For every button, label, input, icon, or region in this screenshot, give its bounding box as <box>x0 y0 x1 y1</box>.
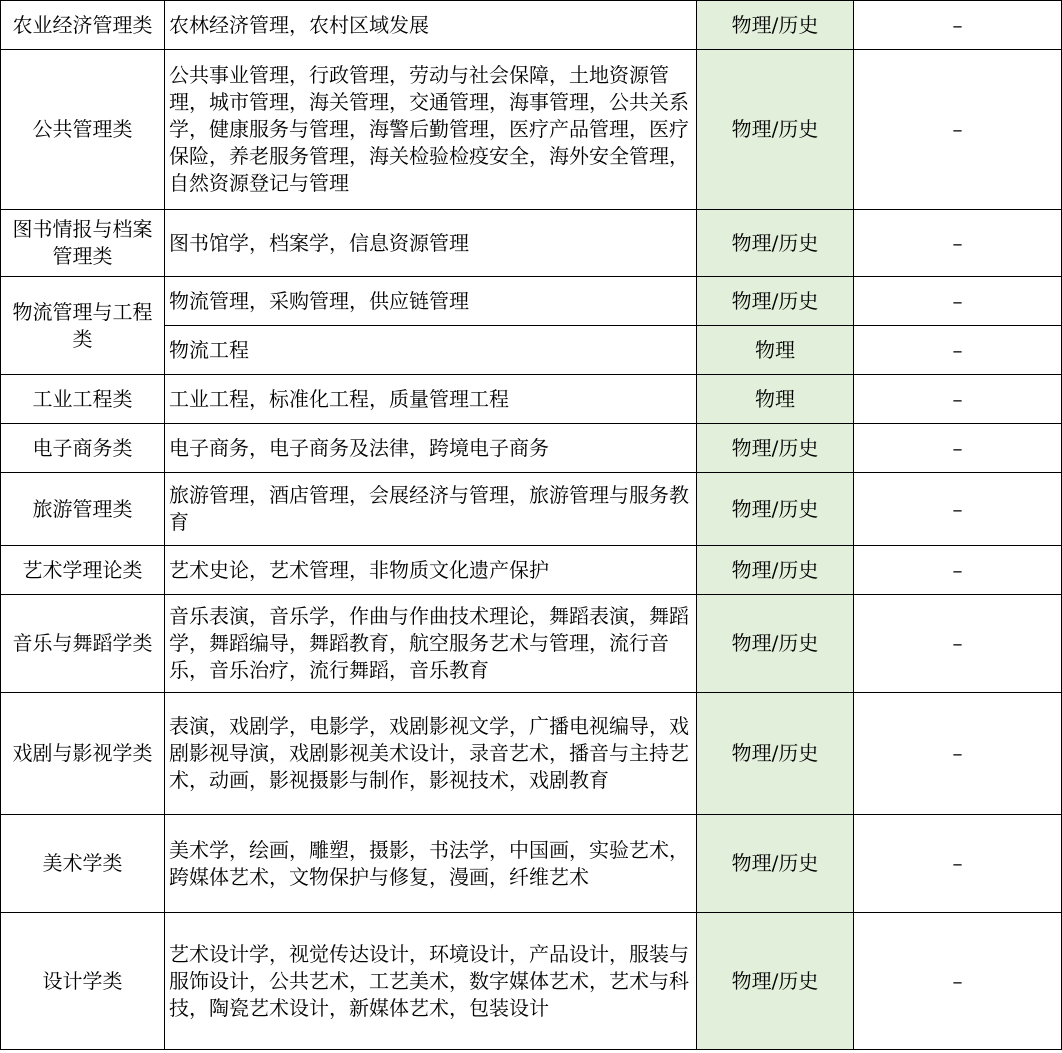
note-cell: – <box>854 326 1062 375</box>
majors-cell: 音乐表演，音乐学，作曲与作曲技术理论，舞蹈表演，舞蹈学，舞蹈编导，舞蹈教育，航空服务艺术与管理，流行音乐，音乐治疗，流行舞蹈，音乐教育 <box>165 595 697 693</box>
note-cell: – <box>854 210 1062 277</box>
subject-cell: 物理/历史 <box>697 210 854 277</box>
note-cell: – <box>854 424 1062 473</box>
category-cell: 旅游管理类 <box>1 473 165 546</box>
majors-cell: 表演，戏剧学，电影学，戏剧影视文学，广播电视编导，戏剧影视导演，戏剧影视美术设计，录音艺术，播音与主持艺术，动画，影视摄影与制作，影视技术，戏剧教育 <box>165 693 697 815</box>
table-row <box>1 913 1062 1050</box>
note-cell: – <box>854 375 1062 424</box>
majors-cell: 艺术设计学，视觉传达设计，环境设计，产品设计，服装与服饰设计，公共艺术，工艺美术，数字媒体艺术，艺术与科技，陶瓷艺术设计，新媒体艺术，包装设计 <box>165 913 697 1050</box>
note-cell: – <box>854 473 1062 546</box>
category-cell: 设计学类 <box>1 913 165 1050</box>
subject-cell: 物理/历史 <box>697 815 854 913</box>
table-row <box>1 546 1062 595</box>
subject-cell: 物理/历史 <box>697 50 854 210</box>
category-cell: 公共管理类 <box>1 50 165 210</box>
subject-cell: 物理/历史 <box>697 546 854 595</box>
note-cell: – <box>854 595 1062 693</box>
table-row <box>1 595 1062 693</box>
majors-cell: 物流管理，采购管理，供应链管理 <box>165 277 697 326</box>
subject-cell: 物理/历史 <box>697 595 854 693</box>
table-row <box>1 210 1062 277</box>
category-cell: 美术学类 <box>1 815 165 913</box>
note-cell: – <box>854 546 1062 595</box>
note-cell: – <box>854 913 1062 1050</box>
subject-cell: 物理/历史 <box>697 913 854 1050</box>
table-row <box>1 473 1062 546</box>
subject-cell: 物理/历史 <box>697 693 854 815</box>
majors-cell: 图书馆学，档案学，信息资源管理 <box>165 210 697 277</box>
note-cell: – <box>854 277 1062 326</box>
majors-cell: 艺术史论，艺术管理，非物质文化遗产保护 <box>165 546 697 595</box>
category-cell: 艺术学理论类 <box>1 546 165 595</box>
majors-cell: 物流工程 <box>165 326 697 375</box>
category-cell: 农业经济管理类 <box>1 1 165 50</box>
majors-cell: 美术学，绘画，雕塑，摄影，书法学，中国画，实验艺术，跨媒体艺术，文物保护与修复，漫画，纤维艺术 <box>165 815 697 913</box>
majors-cell: 电子商务，电子商务及法律，跨境电子商务 <box>165 424 697 473</box>
majors-cell: 工业工程，标准化工程，质量管理工程 <box>165 375 697 424</box>
category-cell: 图书情报与档案管理类 <box>1 210 165 277</box>
subject-cell: 物理 <box>697 375 854 424</box>
majors-cell: 旅游管理，酒店管理，会展经济与管理，旅游管理与服务教育 <box>165 473 697 546</box>
table-row <box>1 424 1062 473</box>
table-row <box>1 50 1062 210</box>
table-row <box>1 815 1062 913</box>
category-cell: 音乐与舞蹈学类 <box>1 595 165 693</box>
subject-cell: 物理/历史 <box>697 424 854 473</box>
category-cell: 工业工程类 <box>1 375 165 424</box>
note-cell: – <box>854 693 1062 815</box>
category-cell: 戏剧与影视学类 <box>1 693 165 815</box>
table-row <box>1 277 1062 326</box>
table-row <box>1 693 1062 815</box>
category-cell: 物流管理与工程类 <box>1 277 165 375</box>
note-cell: – <box>854 1 1062 50</box>
subject-cell: 物理/历史 <box>697 473 854 546</box>
majors-cell: 农林经济管理，农村区域发展 <box>165 1 697 50</box>
subject-cell: 物理/历史 <box>697 277 854 326</box>
table-row <box>1 375 1062 424</box>
note-cell: – <box>854 50 1062 210</box>
table-row <box>1 1 1062 50</box>
subject-cell: 物理 <box>697 326 854 375</box>
category-cell: 电子商务类 <box>1 424 165 473</box>
note-cell: – <box>854 815 1062 913</box>
subject-cell: 物理/历史 <box>697 1 854 50</box>
majors-cell: 公共事业管理，行政管理，劳动与社会保障，土地资源管理，城市管理，海关管理，交通管理，海事管理，公共关系学，健康服务与管理，海警后勤管理，医疗产品管理，医疗保险，养老服务管理，海关检验检疫安全，海外安全管理，自然资源登记与管理 <box>165 50 697 210</box>
